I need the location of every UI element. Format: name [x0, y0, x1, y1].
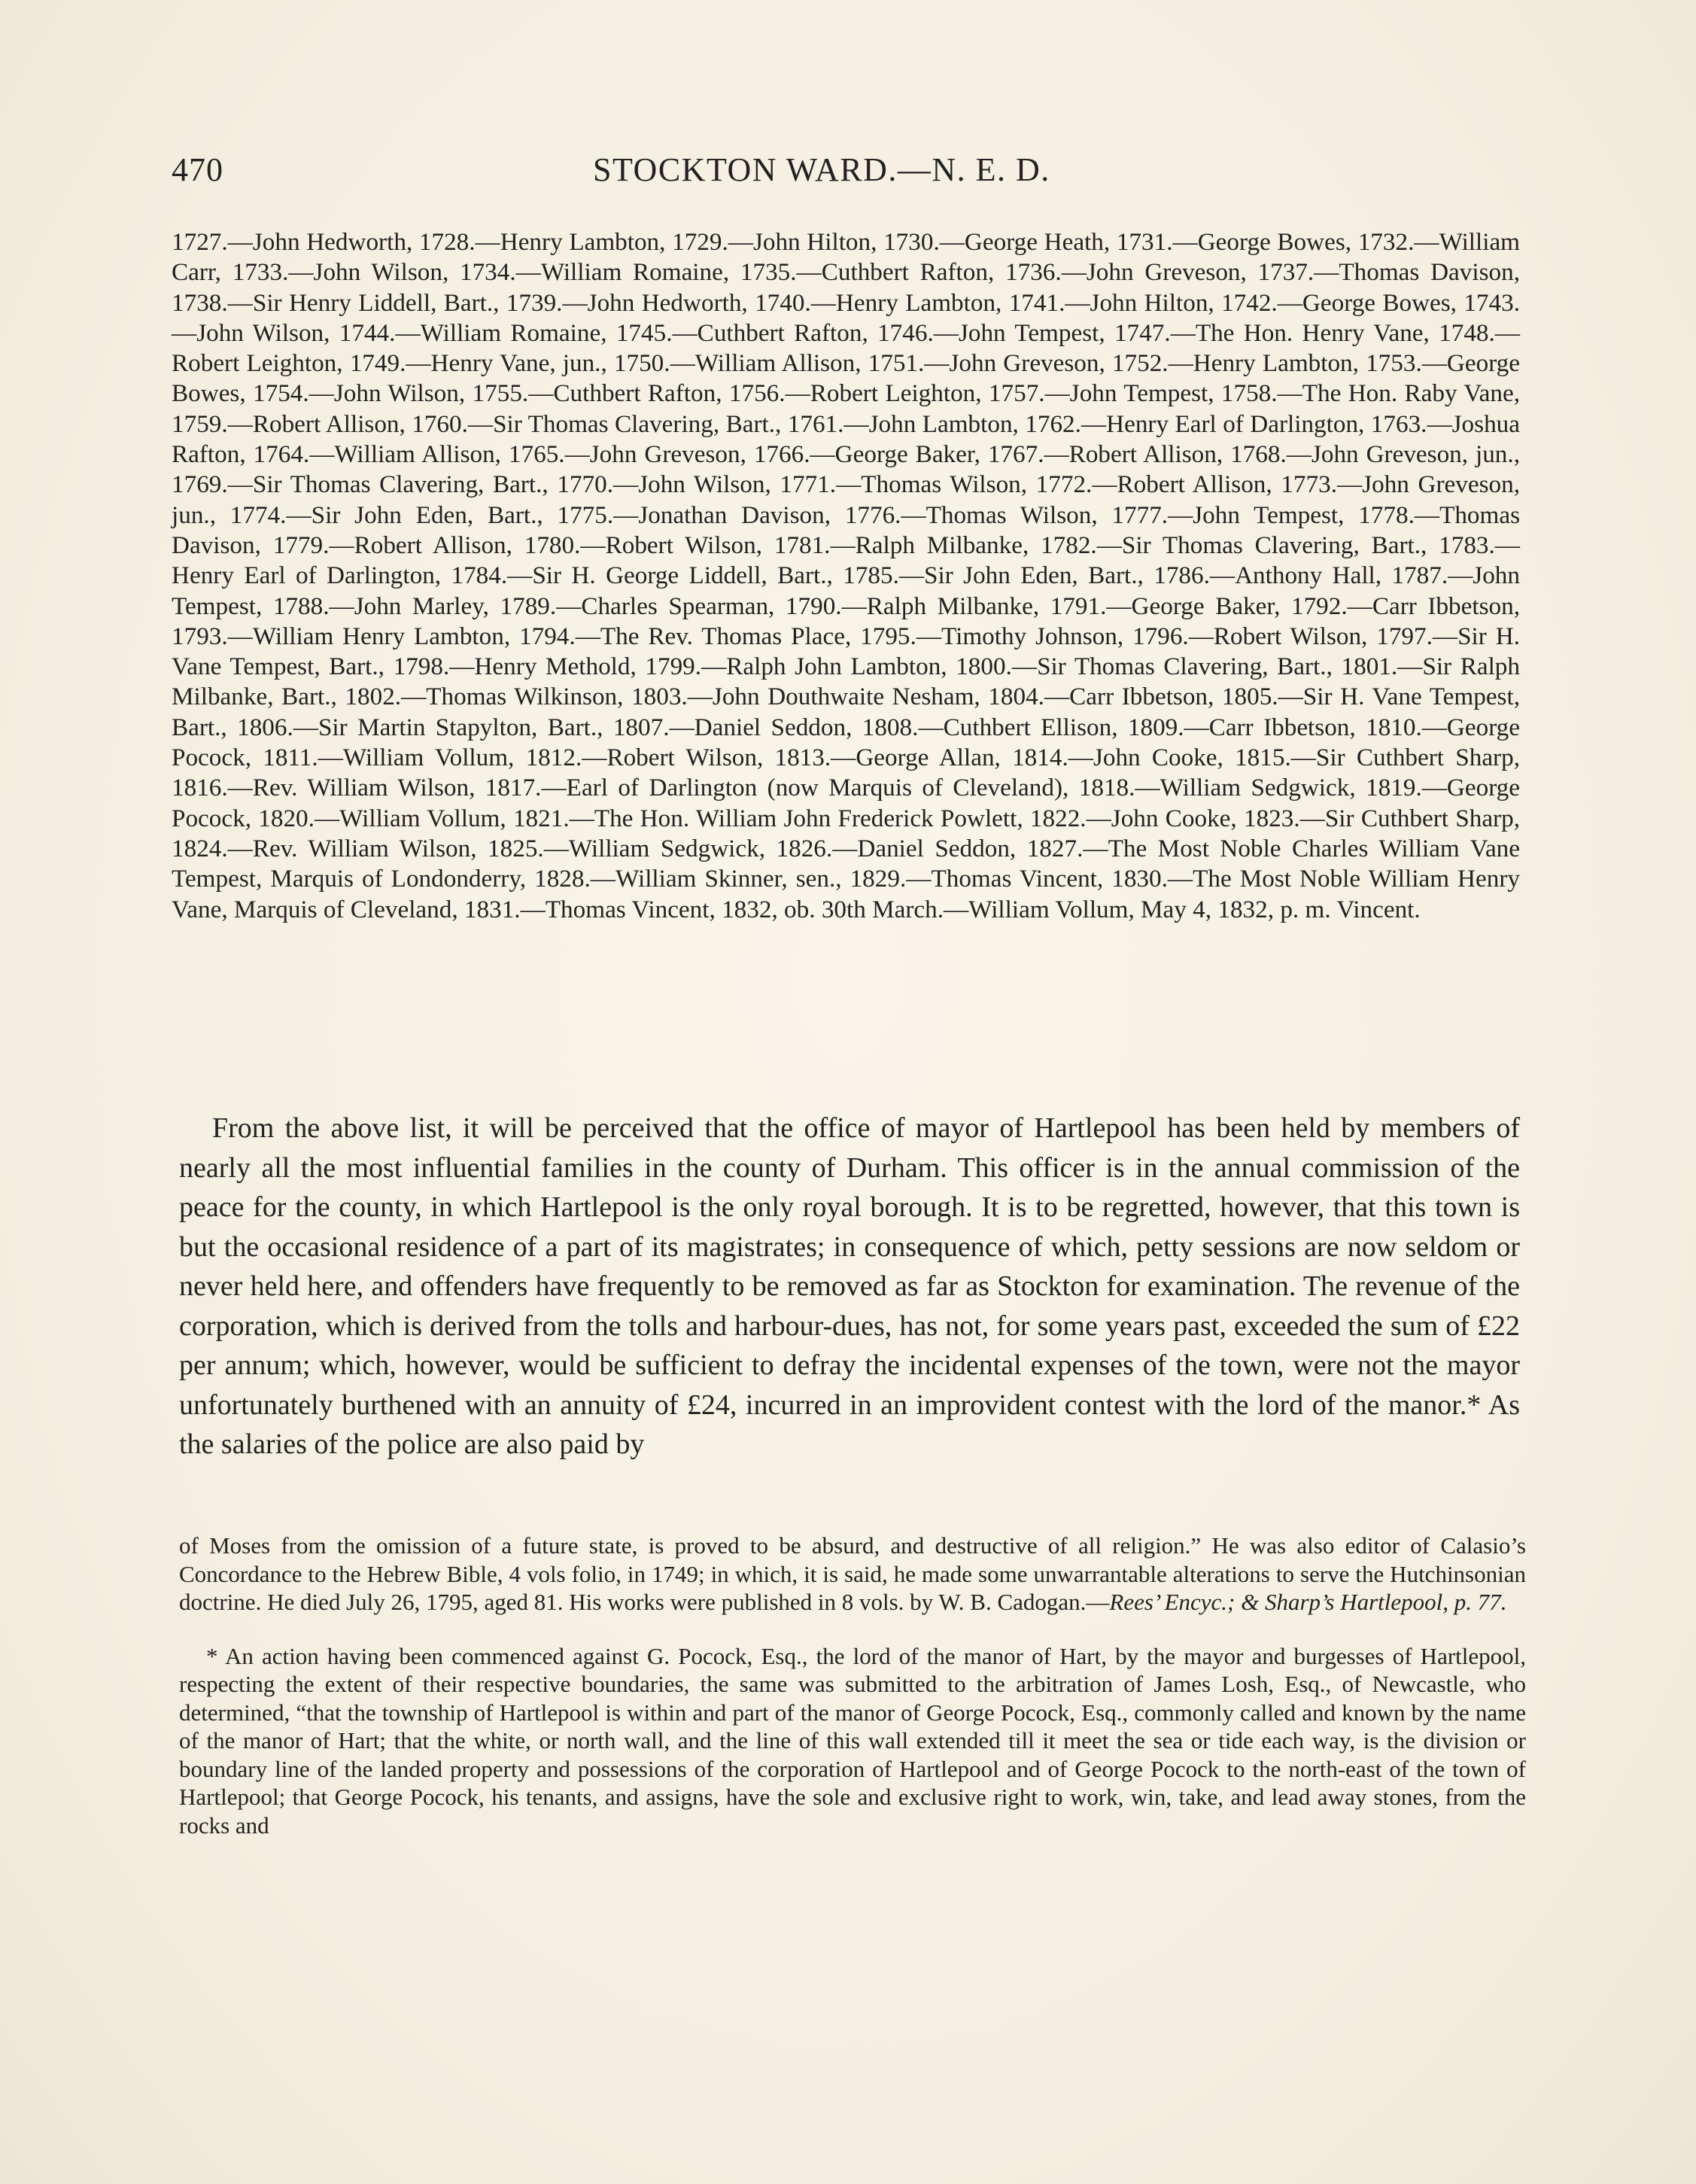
footnote-star-note: * An action having been commenced against G. Pocock, Esq., the lord of the manor of Hart, by the mayor and burgesses of Hartlepool, respecting the extent of their respective boundaries, the same was submitted to the arbitration of James Losh, Esq., of Newcastle, who determined, “that the township of Hartlepool is within and part of the manor of George Pocock, Esq., commonly called and known by the name of the manor of Hart; that the white, or north wall, and the line of this wall extended till it meet the sea or tide each way, is the division or boundary line of the landed property and possessions of the corporation of Hartlepool and of George Pocock to the north-east of the town of Hartlepool; that George Pocock, his tenants, and assigns, have the sole and exclusive right to work, win, take, and lead away stones, from the rocks and [179, 1642, 1526, 1839]
main-text [179, 1109, 1520, 1465]
body-paragraph: From the above list, it will be perceived that the office of mayor of Hartlepool has been held by members of nearly all the most influential families in the county of Durham. This officer is in the annual commission of the peace for the county, in which Hartlepool is the only royal borough. It is to be regretted, however, that this town is but the occasional residence of a part of its magistrates; in consequence of which, petty sessions are now seldom or never held here, and offenders have frequently to be removed as far as Stockton for examination. The revenue of the corporation, which is derived from the tolls and harbour-dues, has not, for some years past, exceeded the sum of £22 per annum; which, however, would be sufficient to defray the incidental expenses of the town, were not the mayor unfortunately burthened with an annuity of £24, incurred in an improvident contest with the lord of the manor.* As the salaries of the police are also paid by [179, 1112, 1520, 1460]
footnote-continued-text: of Moses from the omission of a future state, is proved to be absurd, and destructive of all religion.” He was also editor of Calasio’s Concordance to the Hebrew Bible, 4 vols folio, in 1749; in which, it is said, he made some unwarrantable alterations to serve the Hutchinsonian doctrine. He died July 26, 1795, aged 81. His works were published in 8 vols. by W. B. Cadogan.— [179, 1532, 1526, 1615]
running-head: STOCKTON WARD.—N. E. D. [593, 151, 1050, 188]
mayors-list [172, 227, 1520, 925]
page-header [172, 151, 1526, 196]
footnote-citation: Rees’ Encyc.; & Sharp’s Hartlepool, p. 77. [1109, 1589, 1507, 1615]
footnotes [179, 1532, 1526, 1839]
footnote-continued [179, 1532, 1526, 1617]
page-number: 470 [172, 151, 223, 188]
mayors-list-text: 1727.—John Hedworth, 1728.—Henry Lambton, 1729.—John Hilton, 1730.—George Heath, 1731.—George Bowes, 1732.—William Carr, 1733.—John Wilson, 1734.—William Romaine, 1735.—Cuthbert Rafton, 1736.—John Greveson, 1737.—Thomas Davison, 1738.—Sir Henry Liddell, Bart., 1739.—John Hedworth, 1740.—Henry Lambton, 1741.—John Hilton, 1742.—George Bowes, 1743.—John Wilson, 1744.—William Romaine, 1745.—Cuthbert Rafton, 1746.—John Tempest, 1747.—The Hon. Henry Vane, 1748.—Robert Leighton, 1749.—Henry Vane, jun., 1750.—William Allison, 1751.—John Greveson, 1752.—Henry Lambton, 1753.—George Bowes, 1754.—John Wilson, 1755.—Cuthbert Rafton, 1756.—Robert Leighton, 1757.—John Tempest, 1758.—The Hon. Raby Vane, 1759.—Robert Allison, 1760.—Sir Thomas Clavering, Bart., 1761.—John Lambton, 1762.—Henry Earl of Darlington, 1763.—Joshua Rafton, 1764.—William Allison, 1765.—John Greveson, 1766.—George Baker, 1767.—Robert Allison, 1768.—John Greveson, jun., 1769.—Sir Thomas Clavering, Bart., 1770.—John Wilson, 1771.—Thomas Wilson, 1772.—Robert Allison, 1773.—John Greveson, jun., 1774.—Sir John Eden, Bart., 1775.—Jonathan Davison, 1776.—Thomas Wilson, 1777.—John Tempest, 1778.—Thomas Davison, 1779.—Robert Allison, 1780.—Robert Wilson, 1781.—Ralph Milbanke, 1782.—Sir Thomas Clavering, Bart., 1783.—Henry Earl of Darlington, 1784.—Sir H. George Liddell, Bart., 1785.—Sir John Eden, Bart., 1786.—Anthony Hall, 1787.—John Tempest, 1788.—John Marley, 1789.—Charles Spearman, 1790.—Ralph Milbanke, 1791.—George Baker, 1792.—Carr Ibbetson, 1793.—William Henry Lambton, 1794.—The Rev. Thomas Place, 1795.—Timothy Johnson, 1796.—Robert Wilson, 1797.—Sir H. Vane Tempest, Bart., 1798.—Henry Methold, 1799.—Ralph John Lambton, 1800.—Sir Thomas Clavering, Bart., 1801.—Sir Ralph Milbanke, Bart., 1802.—Thomas Wilkinson, 1803.—John Douthwaite Nesham, 1804.—Carr Ibbetson, 1805.—Sir H. Vane Tempest, Bart., 1806.—Sir Martin Stapylton, Bart., 1807.—Daniel Seddon, 1808.—Cuthbert Ellison, 1809.—Carr Ibbetson, 1810.—George Pocock, 1811.—William Vollum, 1812.—Robert Wilson, 1813.—George Allan, 1814.—John Cooke, 1815.—Sir Cuthbert Sharp, 1816.—Rev. William Wilson, 1817.—Earl of Darlington (now Marquis of Cleveland), 1818.—William Sedgwick, 1819.—George Pocock, 1820.—William Vollum, 1821.—The Hon. William John Frederick Powlett, 1822.—John Cooke, 1823.—Sir Cuthbert Sharp, 1824.—Rev. William Wilson, 1825.—William Sedgwick, 1826.—Daniel Seddon, 1827.—The Most Noble Charles William Vane Tempest, Marquis of Londonderry, 1828.—William Skinner, sen., 1829.—Thomas Vincent, 1830.—The Most Noble William Henry Vane, Marquis of Cleveland, 1831.—Thomas Vincent, 1832, ob. 30th March.—William Vollum, May 4, 1832, p. m. Vincent. [172, 228, 1520, 923]
